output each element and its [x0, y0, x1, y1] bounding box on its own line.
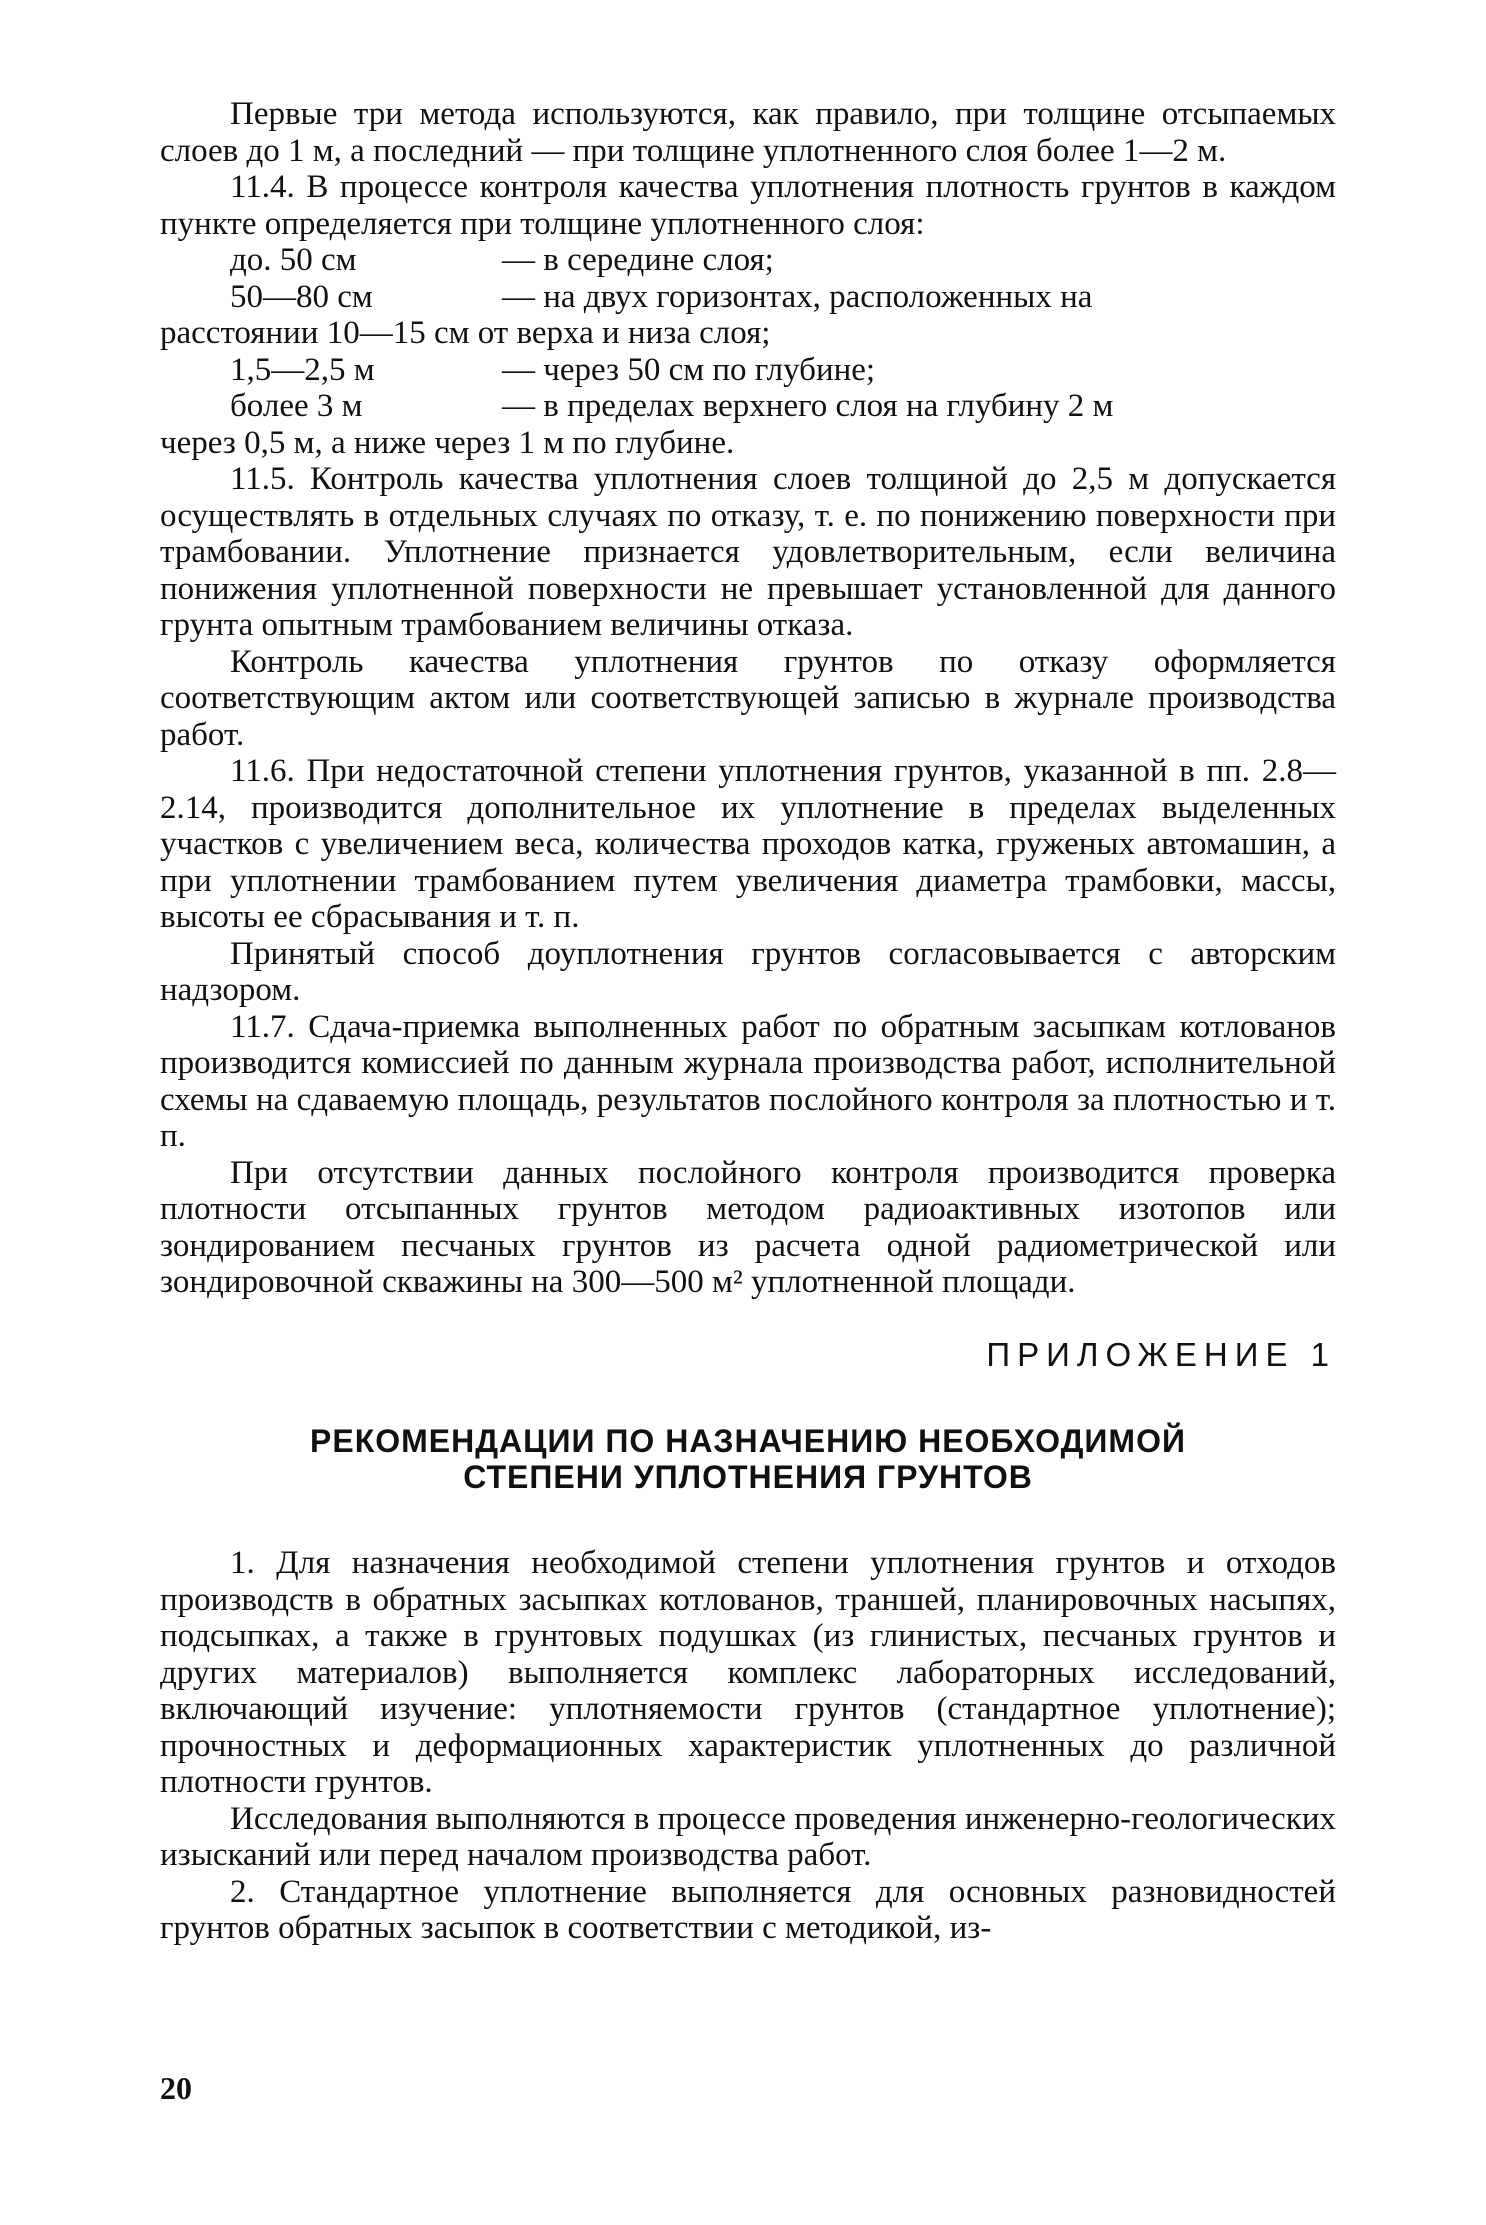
- paragraph-rec-2: 2. Стандартное уплотнение выполняется для основных разновидностей грунтов обратных засыпок в соответствии с методикой, из-: [160, 1873, 1336, 1946]
- thickness-rule: — в пределах верхнего слоя на глубину 2 м: [502, 388, 1114, 424]
- paragraph-11-7: 11.7. Сдача-приемка выполненных работ по обратным засыпкам котлованов производится комиссией по данным журнала производства работ, исполнительной схемы на сдаваемую площадь, результатов послойного контроля за плотностью и т. п.: [160, 1008, 1336, 1154]
- paragraph-research: Исследования выполняются в процессе проведения инженерно-геологических изысканий или перед началом производства работ.: [160, 1800, 1336, 1873]
- thickness-label: 1,5—2,5 м: [230, 351, 375, 388]
- thickness-rule: — в середине слоя;: [502, 242, 774, 278]
- paragraph-no-data: При отсутствии данных послойного контроля производится проверка плотности отсыпанных грунтов методом радиоактивных изотопов или зондированием песчаных грунтов из расчета одной радиометрической или зондировочной скважины на 300—500 м² уплотненной площади.: [160, 1154, 1336, 1300]
- paragraph-11-5: 11.5. Контроль качества уплотнения слоев толщиной до 2,5 м допускается осуществлять в отдельных случаях по отказу, т. е. по понижению поверхности при трамбовании. Уплотнение признается удовлетворительным, если величина понижения уплотненной поверхности не превышает установленной для данного грунта опытным трамбованием величины отказа.: [160, 461, 1336, 643]
- text-column: [160, 96, 1336, 1947]
- section-title-line: РЕКОМЕНДАЦИИ ПО НАЗНАЧЕНИЮ НЕОБХОДИМОЙ: [310, 1423, 1186, 1459]
- thickness-row: [160, 279, 1336, 316]
- paragraph-rec-1: 1. Для назначения необходимой степени уплотнения грунтов и отходов производств в обратных засыпках котлованов, траншей, планировочных насыпях, подсыпках, а также в грунтовых подушках (из глинистых, песчаных грунтов и других материалов) выполняется комплекс лабораторных исследований, включающий изучение: уплотняемости грунтов (стандартное уплотнение); прочностных и деформационных характеристик уплотненных до различной плотности грунтов.: [160, 1545, 1336, 1800]
- thickness-label: до. 50 см: [230, 242, 357, 278]
- paragraph-refusal-act: Контроль качества уплотнения грунтов по отказу оформляется соответствующим актом или соответствующей записью в журнале производства работ.: [160, 643, 1336, 753]
- thickness-rule: — через 50 см по глубине;: [502, 351, 876, 388]
- thickness-rule-continuation: через 0,5 м, а ниже через 1 м по глубине.: [160, 424, 735, 461]
- thickness-label: более 3 м: [230, 388, 363, 424]
- paragraph-supervision: Принятый способ доуплотнения грунтов согласовывается с авторским надзором.: [160, 935, 1336, 1008]
- paragraph-11-6: 11.6. При недостаточной степени уплотнения грунтов, указанной в пп. 2.8—2.14, производится дополнительное их уплотнение в пределах выделенных участков с увеличением веса, количества проходов катка, груженых автомашин, а при уплотнении трамбованием путем увеличения диаметра трамбовки, массы, высоты ее сбрасывания и т. п.: [160, 753, 1336, 935]
- thickness-row: [160, 242, 1336, 279]
- paragraph-intro: Первые три метода используются, как правило, при толщине отсыпаемых слоев до 1 м, а последний — при толщине уплотненного слоя более 1—2 м.: [160, 96, 1336, 169]
- thickness-row: [160, 388, 1336, 425]
- paragraph-11-4: 11.4. В процессе контроля качества уплотнения плотность грунтов в каждом пункте определяется при толщине уплотненного слоя:: [160, 169, 1336, 242]
- page-number: 20: [160, 2070, 192, 2106]
- section-title-line: СТЕПЕНИ УПЛОТНЕНИЯ ГРУНТОВ: [463, 1459, 1033, 1495]
- thickness-rule-continuation: расстоянии 10—15 см от верха и низа слоя;: [160, 315, 771, 351]
- thickness-rule: — на двух горизонтах, расположенных на: [502, 278, 1093, 315]
- appendix-label: ПРИЛОЖЕНИЕ 1: [986, 1335, 1336, 1373]
- thickness-label: 50—80 см: [230, 278, 373, 315]
- section-title: [160, 1423, 1336, 1495]
- thickness-row: [160, 352, 1336, 389]
